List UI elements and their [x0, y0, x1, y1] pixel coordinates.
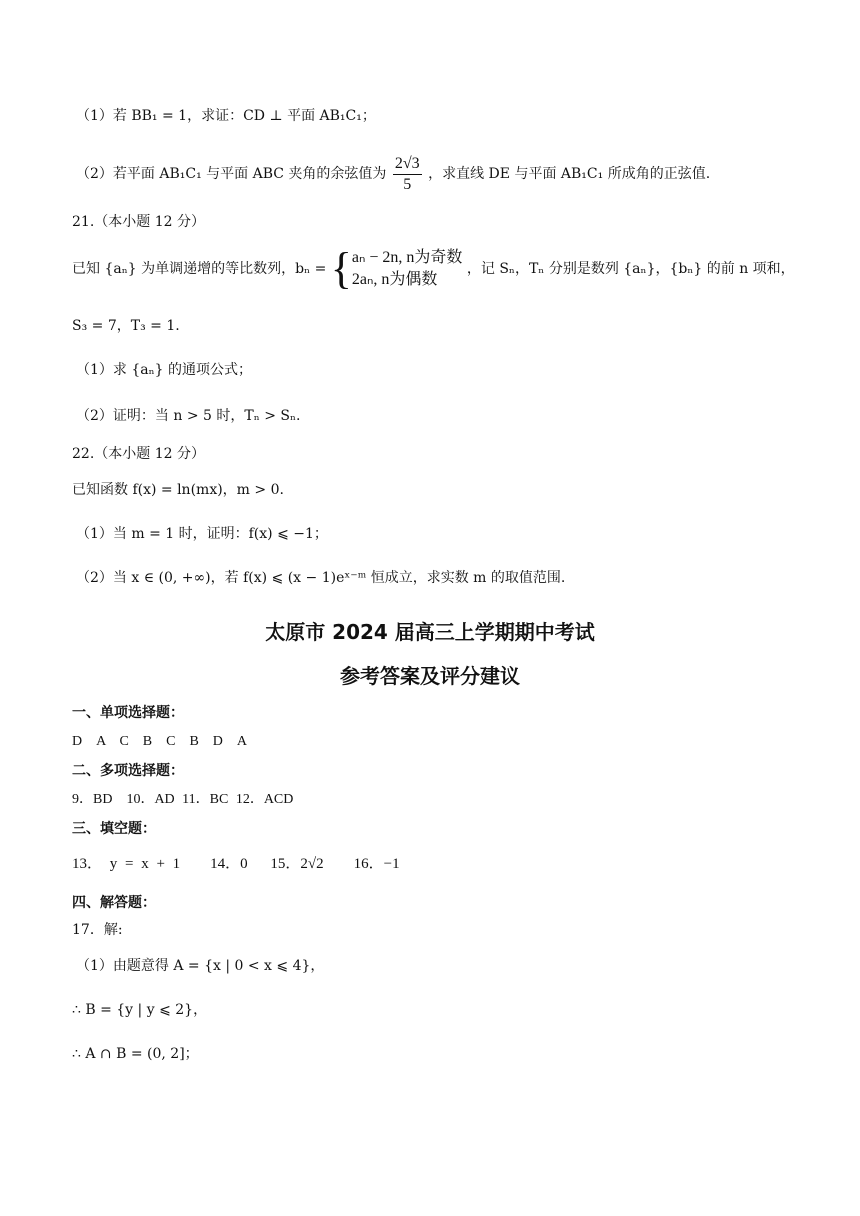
q21-case-even: 2aₙ, n为偶数 [351, 271, 438, 288]
q21-heading: 21.（本小题 12 分） [72, 214, 205, 230]
q22-part1: （1）当 m = 1 时，证明：f(x) ⩽ −1； [76, 526, 328, 542]
q20-part2 [76, 150, 710, 198]
q20-fraction-denominator: 5 [403, 175, 412, 193]
q22-heading: 22.（本小题 12 分） [72, 446, 205, 462]
q22-statement: 已知函数 f(x) = ln(mx)，m > 0. [72, 482, 284, 498]
q21-part1: （1）求 {aₙ} 的通项公式； [76, 362, 253, 378]
section-multiple-choice: 二、多项选择题： [72, 763, 184, 779]
section-fill-in: 三、填空题： [72, 821, 156, 837]
q21-cases [352, 247, 463, 291]
q17-heading: 17．解: [72, 922, 123, 938]
answer-key-title: 太原市 2024 届高三上学期期中考试 [265, 620, 595, 644]
q21-part2: （2）证明：当 n > 5 时，Tₙ > Sₙ. [76, 408, 301, 424]
single-choice-answers: D A C B C B D A [72, 734, 248, 749]
q20-part2-text-b: ，求直线 DE 与平面 AB₁C₁ 所成角的正弦值. [428, 166, 711, 182]
q20-part1: （1）若 BB₁ = 1，求证：CD ⊥ 平面 AB₁C₁； [76, 108, 376, 124]
q21-statement-text-b: ，记 Sₙ，Tₙ 分别是数列 {aₙ}，{bₙ} 的前 n 项和， [466, 261, 795, 277]
q17-step1: （1）由题意得 A = {x | 0 < x ⩽ 4}， [76, 958, 325, 974]
q21-cases-brace: { [330, 244, 352, 293]
q17-step2: ∴ B = {y | y ⩽ 2}， [72, 1002, 208, 1018]
q20-part2-text-a: （2）若平面 AB₁C₁ 与平面 ABC 夹角的余弦值为 [76, 166, 387, 182]
q21-condition: S₃ = 7，T₃ = 1. [72, 318, 180, 334]
q22-part2: （2）当 x ∈ (0, +∞)，若 f(x) ⩽ (x − 1)eˣ⁻ᵐ 恒成立，求实数 m 的取值范围. [76, 570, 566, 586]
answer-key-subtitle: 参考答案及评分建议 [340, 664, 520, 688]
fill-in-answers: 13． y = x + 1 14．0 15．2√2 16．−1 [72, 856, 400, 872]
q20-fraction-numerator: 2√3 [393, 154, 422, 175]
section-solutions: 四、解答题： [72, 895, 156, 911]
q17-step3: ∴ A ∩ B = (0, 2]； [72, 1046, 199, 1062]
q21-case-odd: aₙ − 2n, n为奇数 [351, 249, 463, 266]
q21-statement-text-a: 已知 {aₙ} 为单调递增的等比数列，bₙ = [72, 261, 327, 277]
q20-fraction [393, 154, 422, 195]
multiple-choice-answers: 9．BD 10．AD 11．BC 12．ACD [72, 792, 294, 807]
section-single-choice: 一、单项选择题： [72, 705, 184, 721]
q21-statement [72, 244, 795, 294]
